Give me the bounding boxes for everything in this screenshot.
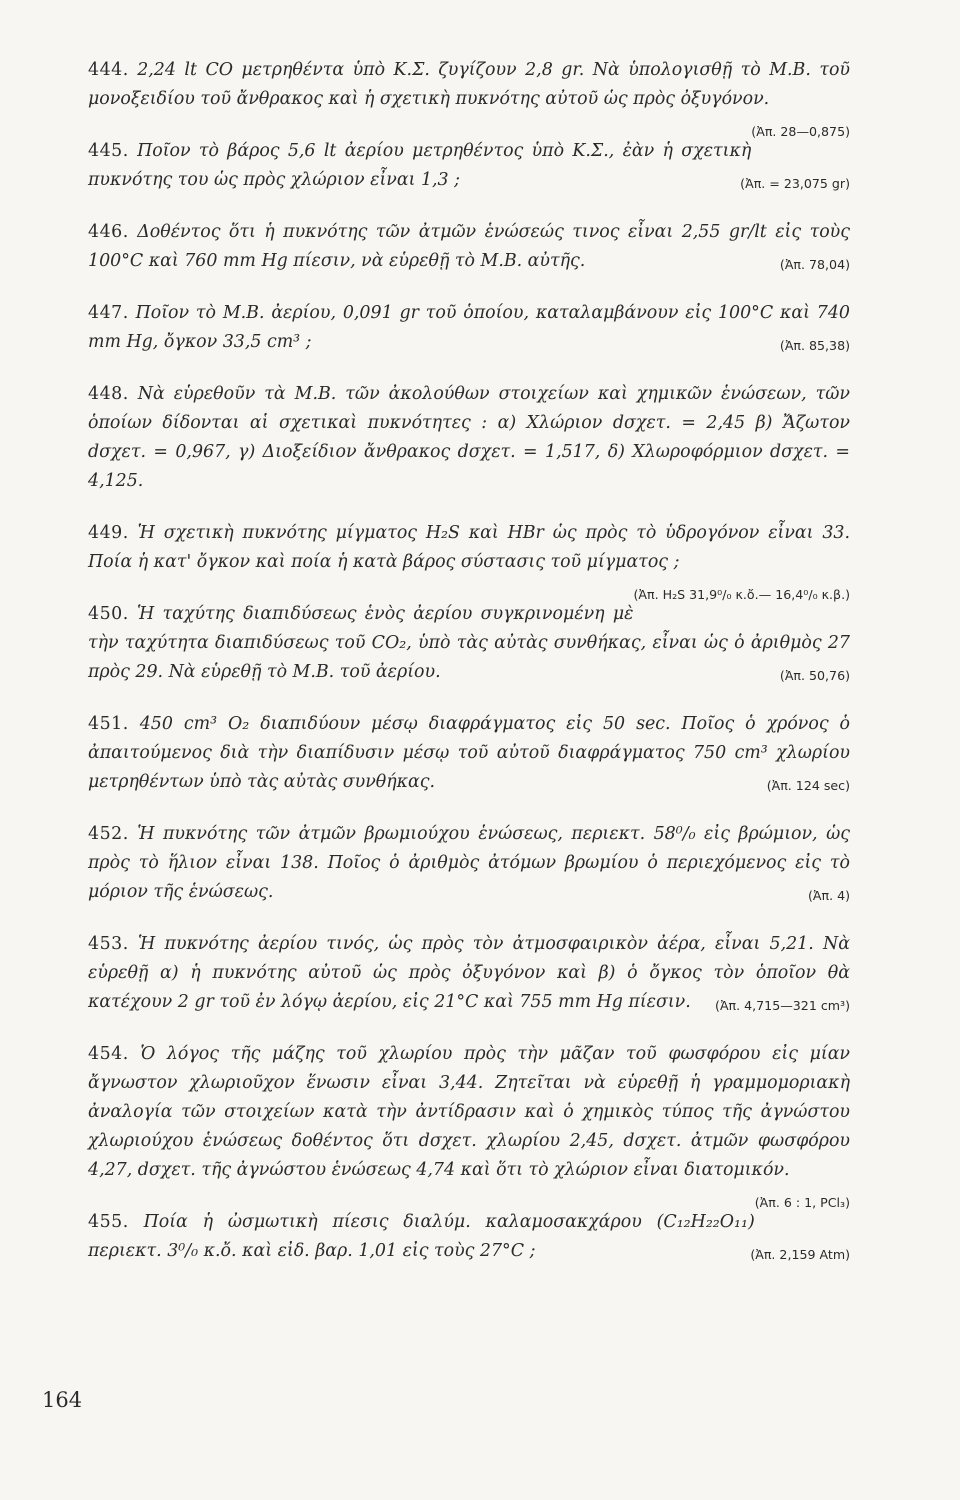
problem-447 [88,299,850,357]
problem-text: Νὰ εὑρεθοῦν τὰ Μ.Β. τῶν ἀκολούθων στοιχείων καὶ χημικῶν ἑνώσεων, τῶν ὁποίων δίδονται αἱ σχετικαὶ πυκνότητες : α) Χλώριον dσχετ. = 2,45 β) Ἄζωτον dσχετ. = 0,967, γ) Διοξείδιον ἄνθρακος dσχετ. = 1,517, δ) Χλωροφόρμιον dσχετ. = 4,125. [88,384,851,491]
problem-number: 449. [88,523,129,543]
problem-451 [88,710,850,797]
problem-answer: (Ἀπ. 28—0,875) [751,124,850,139]
problem-number: 450. [88,604,129,624]
problem-answer: (Ἀπ. 85,38) [779,338,850,353]
problem-text: Ἡ πυκνότης ἀερίου τινός, ὡς πρὸς τὸν ἀτμοσφαιρικὸν ἀέρα, εἶναι 5,21. Νὰ εὑρεθῇ α) ἡ πυκνότης αὐτοῦ ὡς πρὸς ὀξυγόνον καὶ β) ὁ ὄγκος τὸν ὁποῖον θὰ κατέχουν 2 gr τοῦ ἐν λόγῳ ἀερίου, εἰς 21°C καὶ 755 mm Hg πίεσιν. [88,934,850,1012]
problem-450 [88,600,850,687]
problem-number: 453. [88,934,129,954]
problem-number: 454. [88,1044,129,1064]
problem-453 [88,930,850,1017]
problem-answer: (Ἀπ. 6 : 1, PCl₃) [754,1195,850,1210]
problem-444 [88,56,850,139]
problem-446 [88,218,850,276]
problem-text: 450 cm³ O₂ διαπιδύουν μέσῳ διαφράγματος εἰς 50 sec. Ποῖος ὁ χρόνος ὁ ἀπαιτούμενος διὰ τὴν διαπίδυσιν μέσῳ τοῦ αὐτοῦ διαφράγματος 750 cm³ χλωρίου μετρηθέντων ὑπὸ τὰς αὐτὰς συνθήκας. [88,714,851,792]
problem-text: Ποία ἡ ὠσμωτικὴ πίεσις διαλύμ. καλαμοσακχάρου (C₁₂H₂₂O₁₁) περιεκτ. 3⁰/₀ κ.ὄ. καὶ εἰδ. βαρ. 1,01 εἰς τοὺς 27°C ; [88,1212,755,1261]
problem-number: 446. [88,222,129,242]
problem-answer: (Ἀπ. 4,715—321 cm³) [715,998,850,1013]
problem-number: 455. [88,1212,129,1232]
problem-answer: (Ἀπ. 78,04) [779,257,850,272]
problem-text: Ποῖον τὸ Μ.Β. ἀερίου, 0,091 gr τοῦ ὁποίου, καταλαμβάνουν εἰς 100°C καὶ 740 mm Hg, ὄγκον 33,5 cm³ ; [88,303,851,352]
problem-number: 448. [88,384,129,404]
problem-text: Ποῖον τὸ βάρος 5,6 lt ἀερίου μετρηθέντος ὑπὸ Κ.Σ., ἐὰν ἡ σχετικὴ πυκνότης του ὡς πρὸς χλώριον εἶναι 1,3 ; [88,141,752,190]
problem-445 [88,137,850,195]
problem-452 [88,820,850,907]
problem-text: Ἡ σχετικὴ πυκνότης μίγματος H₂S καὶ HBr ὡς πρὸς τὸ ὑδρογόνον εἶναι 33. Ποία ἡ κατ' ὄγκον καὶ ποία ἡ κατὰ βάρος σύστασις τοῦ μίγματος ; [88,523,850,572]
problem-number: 451. [88,714,129,734]
problem-text: Ὁ λόγος τῆς μάζης τοῦ χλωρίου πρὸς τὴν μᾶζαν τοῦ φωσφόρου εἰς μίαν ἄγνωστον χλωριοῦχον ἕνωσιν εἶναι 3,44. Ζητεῖται νὰ εὑρεθῇ ἡ γραμμομοριακὴ ἀναλογία τῶν στοιχείων κατὰ τὴν ἀντίδρασιν καὶ ὁ χημικὸς τύπος τῆς ἀγνώστου χλωριούχου ἑνώσεως δοθέντος ὅτι dσχετ. χλωρίου 2,45, dσχετ. ἀτμῶν φωσφόρου 4,27, dσχετ. τῆς ἀγνώστου ἑνώσεως 4,74 καὶ ὅτι τὸ χλώριον εἶναι διατομικόν. [88,1044,851,1180]
problem-list [88,56,850,1289]
problem-text: Δοθέντος ὅτι ἡ πυκνότης τῶν ἀτμῶν ἑνώσεώς τινος εἶναι 2,55 gr/lt εἰς τοὺς 100°C καὶ 760 mm Hg πίεσιν, νὰ εὑρεθῇ τὸ Μ.Β. αὐτῆς. [88,222,850,271]
problem-number: 445. [88,141,129,161]
problem-text: 2,24 lt CO μετρηθέντα ὑπὸ Κ.Σ. ζυγίζουν 2,8 gr. Νὰ ὑπολογισθῇ τὸ Μ.Β. τοῦ μονοξειδίου τοῦ ἄνθρακος καὶ ἡ σχετικὴ πυκνότης αὐτοῦ ὡς πρὸς ὀξυγόνον. [88,60,850,109]
problem-number: 452. [88,824,129,844]
problem-number: 447. [88,303,129,323]
problem-answer: (Ἀπ. 2,159 Atm) [750,1247,850,1262]
problem-answer: (Ἀπ. 124 sec) [766,778,850,793]
problem-455 [88,1208,850,1266]
problem-454 [88,1040,851,1210]
problem-text: Ἡ πυκνότης τῶν ἀτμῶν βρωμιούχου ἑνώσεως, περιεκτ. 58⁰/₀ εἰς βρώμιον, ὡς πρὸς τὸ ἥλιον εἶναι 138. Ποῖος ὁ ἀριθμὸς ἀτόμων βρωμίου ὁ περιεχόμενος εἰς τὸ μόριον τῆς ἑνώσεως. [88,824,850,902]
problem-answer: (Ἀπ. 4) [807,888,850,903]
problem-number: 444. [88,60,129,80]
problem-answer: (Ἀπ. = 23,075 gr) [740,176,850,191]
problem-448 [88,380,850,496]
problem-answer: (Ἀπ. H₂S 31,9⁰/₀ κ.ὄ.— 16,4⁰/₀ κ.β.) [633,587,850,602]
problem-449 [88,519,850,602]
page-number: 164 [42,1388,83,1412]
problem-answer: (Ἀπ. 50,76) [779,668,850,683]
problem-text: Ἡ ταχύτης διαπιδύσεως ἑνὸς ἀερίου συγκρινομένη μὲ τὴν ταχύτητα διαπιδύσεως τοῦ CO₂, ὑπὸ τὰς αὐτὰς συνθήκας, εἶναι ὡς ὁ ἀριθμὸς 27 πρὸς 29. Νὰ εὑρεθῇ τὸ Μ.Β. τοῦ ἀερίου. [88,604,850,682]
